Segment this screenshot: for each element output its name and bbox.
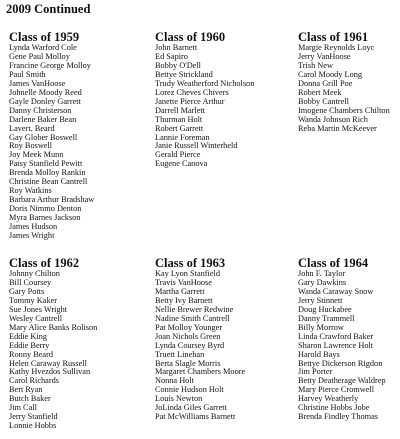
name-entry: Jerry VanHoose [298, 51, 351, 61]
name-entry: Helen Caraway Russell [9, 358, 87, 368]
name-entry: Travis VanHoose [155, 277, 212, 287]
name-entry: Darlene Baker Bean [9, 114, 77, 124]
name-entry: Joan Nichols Green [155, 331, 221, 341]
name-entry: Gene Paul Molloy [9, 51, 70, 61]
name-list [298, 270, 400, 422]
name-entry: Eddie Berry [9, 340, 50, 350]
name-entry: Lorez Cheves Chivers [155, 87, 229, 97]
class-title: Class of 1961 [298, 30, 369, 44]
class-title: Class of 1959 [9, 30, 80, 44]
class-title: Class of 1964 [298, 256, 369, 270]
name-entry: Kathy Hvezdos Sullivan [9, 367, 91, 377]
name-entry: Donna Grill Poe [298, 78, 353, 88]
class-title: Class of 1963 [155, 256, 226, 270]
name-entry: Francine George Molloy [9, 60, 91, 70]
name-entry: Pat McWilliams Barnett [155, 412, 236, 422]
name-entry: Eugene Canova [155, 159, 208, 169]
name-entry: Johnny Chilton [9, 269, 60, 278]
name-entry: Margie Reynolds Loyc [298, 43, 375, 52]
name-entry: Barbara Arthur Bradshaw [9, 195, 95, 205]
name-entry: Bettye Dickerson Rigdon [298, 358, 383, 368]
name-list [9, 44, 137, 241]
name-entry: Johnelle Moody Reed [9, 87, 82, 97]
name-entry: John F. Taylor [298, 269, 346, 278]
name-entry: Christine Hobbs Jobe [298, 403, 370, 413]
name-list [298, 44, 400, 134]
class-of-1962 [9, 256, 137, 431]
page-heading: 2009 Continued [6, 2, 91, 16]
name-entry: Lannie Foreman [155, 132, 210, 142]
name-entry: Paul Smith [9, 69, 46, 79]
name-entry: Roy Watkins [9, 186, 52, 196]
name-entry: Brenda Findley Thomas [298, 412, 379, 422]
name-entry: Linda Crawford Baker [298, 331, 374, 341]
name-entry: Nonna Holt [155, 376, 194, 386]
name-entry: Trudy Weatherford Nicholson [155, 78, 255, 88]
name-entry: Harold Bays [298, 349, 340, 359]
name-entry: Trish New [298, 60, 333, 70]
name-entry: Ed Sapiro [155, 51, 188, 61]
name-entry: Gerald Pierce [155, 150, 201, 160]
name-entry: Berta Slagle Morris [155, 358, 221, 368]
name-entry: Sharon Lawrence Holt [298, 340, 374, 350]
name-entry: James VanHoose [9, 78, 66, 88]
name-entry: Wanda Caraway Snow [298, 286, 374, 296]
name-entry: Lavert. Beard [9, 123, 55, 133]
name-entry: James Hudson [9, 222, 58, 232]
name-entry: Wanda Johnson Rich [298, 114, 368, 124]
name-entry: Kay Lyon Stanfield [155, 269, 220, 278]
name-entry: Reba Martin McKeever [298, 123, 377, 133]
name-entry: Ronny Beard [9, 349, 54, 359]
name-entry: Mary Alice Banks Rolison [9, 322, 98, 332]
name-entry: Danny Trammell [298, 313, 355, 323]
name-entry: Carol Richards [9, 376, 60, 386]
name-entry: Christine Bean Cantrell [9, 177, 88, 187]
name-entry: Mary Pierce Cromwell [298, 385, 375, 395]
name-entry: Gary Potts [9, 286, 45, 296]
name-entry: Lonnie Hobbs [9, 421, 57, 431]
name-entry: Gay Glober Boswell [9, 132, 78, 142]
name-entry: Brenda Molloy Rankin [9, 168, 86, 178]
name-entry: Bettye Strickland [155, 69, 213, 79]
name-entry: Janie Russell Winterheld [155, 141, 238, 151]
name-entry: Jim Call [9, 403, 37, 413]
name-entry: Truett Linehan [155, 349, 205, 359]
name-entry: Danny Christerson [9, 105, 72, 115]
name-entry: Thurman Holt [155, 114, 203, 124]
name-entry: Wesley Cantrell [9, 313, 63, 323]
name-entry: Jerry Stinnett [298, 295, 343, 305]
name-entry: Margaret Chambers Moore [155, 367, 246, 377]
name-entry: Imogene Chambers Chilton [298, 105, 390, 115]
name-entry: Gayle Donley Garrett [9, 96, 81, 106]
class-of-1960 [155, 30, 283, 169]
class-title: Class of 1960 [155, 30, 226, 44]
name-list [9, 270, 137, 431]
name-entry: Sue Jones Wright [9, 304, 68, 314]
name-entry: Bobby O'Dell [155, 60, 201, 70]
class-of-1961 [298, 30, 400, 134]
name-entry: Connie Hudson Holt [155, 385, 224, 395]
name-entry: Jerry Stanfield [9, 412, 58, 422]
name-entry: JoLinda Giles Garrett [155, 403, 227, 413]
name-entry: Myra Barnes Jackson [9, 213, 81, 223]
name-entry: Gary Dawkins [298, 277, 347, 287]
name-entry: Bobby Cantrell [298, 96, 349, 106]
name-list [155, 44, 283, 169]
name-entry: Nellie Brewer Redwine [155, 304, 234, 314]
name-entry: Carol Moody Long [298, 69, 363, 79]
name-entry: Eddie King [9, 331, 48, 341]
name-entry: Louis Newton [155, 394, 203, 404]
class-of-1959 [9, 30, 137, 241]
class-of-1964 [298, 256, 400, 422]
name-entry: Jim Porter [298, 367, 333, 377]
name-entry: James Wright [9, 231, 55, 241]
name-entry: Roy Boswell [9, 141, 53, 151]
name-entry: Nadine Smith Cantrell [155, 313, 230, 323]
name-entry: Doug Huckabee [298, 304, 352, 314]
name-entry: Lynda Warford Cole [9, 43, 77, 52]
name-entry: Pat Molloy Younger [155, 322, 223, 332]
name-entry: Janette Pierce Arthur [155, 96, 225, 106]
name-entry: Joy Meek Munn [9, 150, 64, 160]
name-entry: Tommy Kaker [9, 295, 58, 305]
name-entry: Bill Coursey [9, 277, 52, 287]
class-of-1963 [155, 256, 283, 422]
name-entry: Lynda Coursey Byrd [155, 340, 225, 350]
name-entry: Betty Deatherage Waldrep [298, 376, 386, 386]
name-entry: Martha Garrett [155, 286, 205, 296]
name-entry: John Barnett [155, 43, 198, 52]
name-entry: Robert Garrett [155, 123, 204, 133]
name-entry: Doris Nimmo Denton [9, 204, 82, 214]
name-entry: Bert Ryan [9, 385, 43, 395]
name-entry: Patsy Stanfield Pewitt [9, 159, 83, 169]
name-entry: Butch Baker [9, 394, 51, 404]
class-title: Class of 1962 [9, 256, 80, 270]
name-entry: Robert Meek [298, 87, 342, 97]
name-list [155, 270, 283, 422]
name-entry: Billy Morrow [298, 322, 344, 332]
name-entry: Betty Ivy Barnett [155, 295, 213, 305]
name-entry: Darrell Marlett [155, 105, 205, 115]
name-entry: Harvey Weatherly [298, 394, 359, 404]
